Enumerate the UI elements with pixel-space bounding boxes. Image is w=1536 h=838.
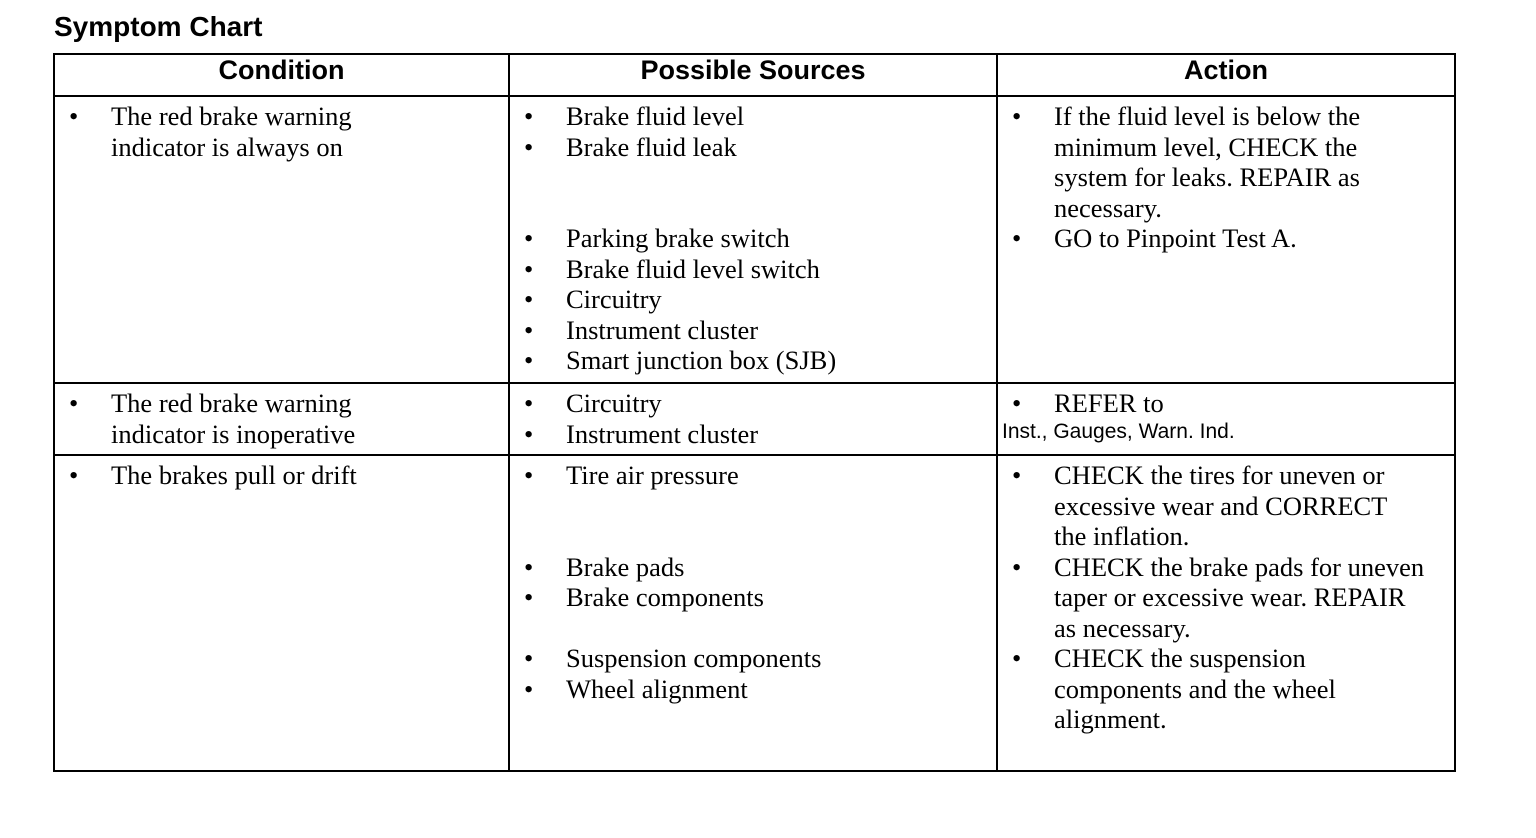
table-row — [54, 96, 1455, 383]
bullet-icon: • — [524, 643, 534, 673]
condition-text: The brakes pull or drift — [111, 460, 357, 490]
condition-cell — [54, 455, 509, 771]
header-action: Action — [997, 54, 1455, 96]
bullet-icon: • — [1012, 388, 1022, 418]
source-item: Brake fluid level — [566, 101, 745, 131]
bullet-icon: • — [69, 101, 79, 131]
bullet-icon: • — [1012, 460, 1022, 490]
table-row — [54, 383, 1455, 455]
action-item: CHECK the suspension components and the wheel alignment. — [1054, 643, 1336, 734]
source-item: Brake pads — [566, 551, 685, 582]
source-item: Tire air pressure — [566, 460, 739, 490]
bullet-icon: • — [1012, 101, 1022, 131]
source-item: Parking brake switch — [566, 223, 790, 253]
bullet-icon: • — [524, 388, 534, 418]
condition-cell — [54, 96, 509, 383]
action-item: CHECK the brake pads for uneven taper or excessive wear. REPAIR as necessary. — [1054, 551, 1425, 643]
bullet-icon: • — [69, 460, 79, 490]
bullet-icon: • — [1012, 643, 1022, 673]
header-row — [54, 54, 1455, 96]
bullet-icon: • — [524, 582, 534, 612]
action-cell — [997, 96, 1455, 383]
sources-cell — [509, 455, 997, 771]
source-item: Brake fluid level switch — [566, 253, 820, 284]
source-item: Smart junction box (SJB) — [566, 345, 837, 375]
sources-cell — [509, 383, 997, 455]
bullet-icon: • — [69, 388, 79, 418]
action-cell — [997, 383, 1455, 455]
action-cell — [997, 455, 1455, 771]
bullet-icon: • — [524, 223, 534, 253]
sources-cell — [509, 96, 997, 383]
action-item: GO to Pinpoint Test A. — [1054, 223, 1297, 253]
bullet-icon: • — [524, 314, 534, 345]
bullet-icon: • — [524, 253, 534, 284]
bullet-icon: • — [524, 345, 534, 375]
page-title: Symptom Chart — [54, 11, 263, 42]
header-condition: Condition — [54, 54, 509, 96]
action-item: REFER to — [1054, 388, 1164, 418]
action-item: CHECK the tires for uneven or excessive wear and CORRECT the inflation. — [1054, 460, 1387, 551]
condition-cell — [54, 383, 509, 455]
symptom-table — [53, 53, 1456, 772]
action-item: If the fluid level is below the minimum level, CHECK the system for leaks. REPAIR as necessary. — [1054, 101, 1361, 223]
bullet-icon: • — [1012, 223, 1022, 253]
bullet-icon: • — [524, 101, 534, 131]
source-item: Circuitry — [566, 284, 662, 314]
bullet-icon: • — [524, 551, 534, 582]
source-item: Suspension components — [566, 643, 822, 673]
header-possible-sources: Possible Sources — [509, 54, 997, 96]
source-item: Wheel alignment — [566, 673, 748, 704]
bullet-icon: • — [524, 418, 534, 449]
bullet-icon: • — [524, 284, 534, 314]
source-item: Instrument cluster — [566, 418, 759, 449]
source-item: Brake fluid leak — [566, 131, 737, 162]
bullet-icon: • — [524, 460, 534, 490]
condition-text: The red brake warning indicator is always on — [111, 101, 352, 162]
source-item: Brake components — [566, 582, 764, 612]
source-item: Instrument cluster — [566, 314, 759, 345]
bullet-icon: • — [524, 673, 534, 704]
source-item: Circuitry — [566, 388, 662, 418]
bullet-icon: • — [1012, 551, 1022, 582]
table-row — [54, 455, 1455, 771]
condition-text: The red brake warning indicator is inoperative — [111, 388, 356, 449]
reference-link[interactable]: Inst., Gauges, Warn. Ind. — [1002, 420, 1235, 443]
bullet-icon: • — [524, 131, 534, 162]
